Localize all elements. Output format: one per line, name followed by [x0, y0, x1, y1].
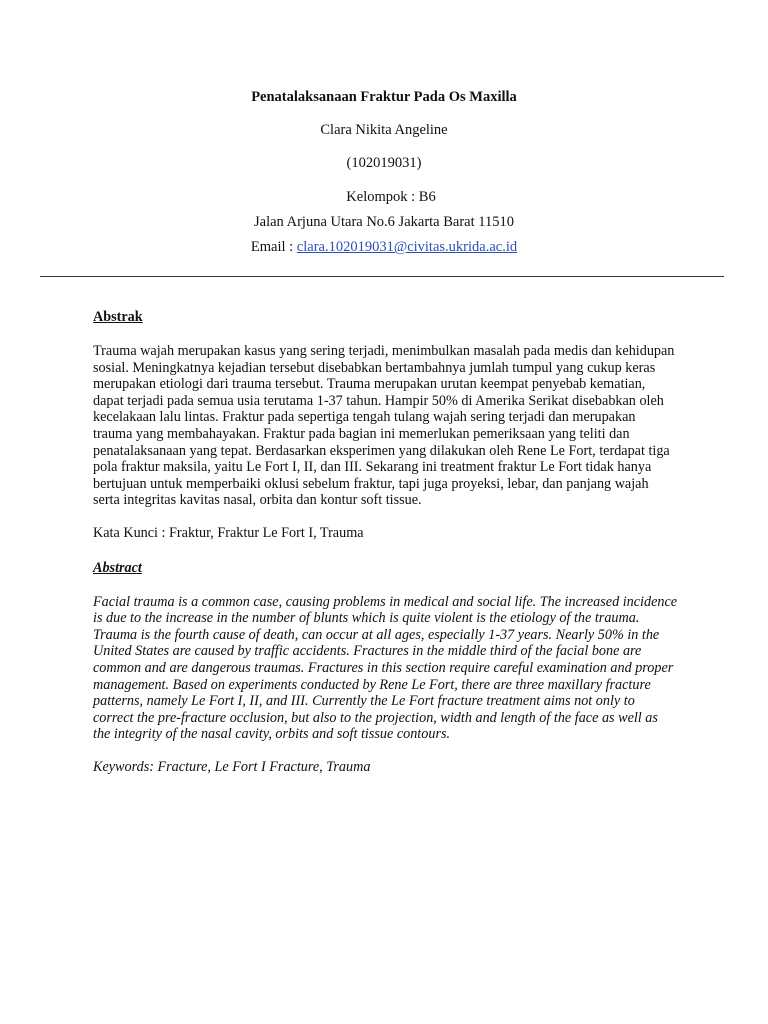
address-line: Jalan Arjuna Utara No.6 Jakarta Barat 11510: [254, 214, 514, 230]
email-label: Email :: [250, 239, 297, 255]
group-label: Kelompok : B6: [346, 189, 436, 205]
keywords: Keywords: Fracture, Le Fort I Fracture, Trauma: [93, 758, 371, 775]
abstract-paragraph: Facial trauma is a common case, causing problems in medical and social life. The increased incidence is due to the increase in the number of blunts which is quite violent is the etiology of the trauma. Trauma is the fourth cause of death, can occur at all ages, especially 1-37 years. Nearly 50% in the United States are caused by traffic accidents. Fractures in the middle third of the facial bone are common and are dangerous traumas. Fractures in this section require careful examination and proper management. Based on experiments conducted by Rene Le Fort, there are three maxillary fracture patterns, namely Le Fort I, II, and III. Currently the Le Fort fracture treatment aims not only to correct the pre-fracture occlusion, but also to the projection, width and length of the face as well as the integrity of the nasal cavity, orbits and soft tissue contours.: [93, 593, 678, 743]
document-header: [0, 86, 768, 258]
email-line: [0, 236, 768, 258]
kata-kunci: Kata Kunci : Fraktur, Fraktur Le Fort I, Trauma: [93, 524, 364, 541]
document-title: Penatalaksanaan Fraktur Pada Os Maxilla: [251, 89, 517, 105]
header-divider: [40, 276, 724, 277]
email-link[interactable]: clara.102019031@civitas.ukrida.ac.id: [296, 239, 518, 255]
author-name: Clara Nikita Angeline: [320, 122, 448, 138]
abstrak-heading: Abstrak: [93, 309, 143, 325]
abstrak-paragraph: Trauma wajah merupakan kasus yang sering terjadi, menimbulkan masalah pada medis dan kehidupan sosial. Meningkatnya kejadian tersebut disebabkan bertambahnya jumlah tumpul yang cukup keras merupakan etiologi dari trauma tersebut. Trauma merupakan urutan keempat penyebab kematian, dapat terjadi pada semua usia terutama 1-37 tahun. Hampir 50% di Amerika Serikat disebabkan oleh kecelakaan lalu lintas. Fraktur pada sepertiga tengah tulang wajah sering terjadi dan merupakan trauma yang membahayakan. Fraktur pada bagian ini memerlukan pemeriksaan yang teliti dan penatalaksanaan yang tepat. Berdasarkan eksperimen yang dilakukan oleh Rene Le Fort, terdapat tiga pola fraktur maksila, yaitu Le Fort I, II, dan III. Sekarang ini treatment fraktur Le Fort tidak hanya bertujuan untuk memperbaiki oklusi sebelum fraktur, tapi juga proyeksi, lebar, dan panjang wajah serta integritas kavitas nasal, orbita dan kontur soft tissue.: [93, 343, 675, 509]
abstract-heading: Abstract: [93, 559, 142, 576]
abstract-body: [93, 307, 678, 775]
student-id: (102019031): [346, 155, 422, 171]
